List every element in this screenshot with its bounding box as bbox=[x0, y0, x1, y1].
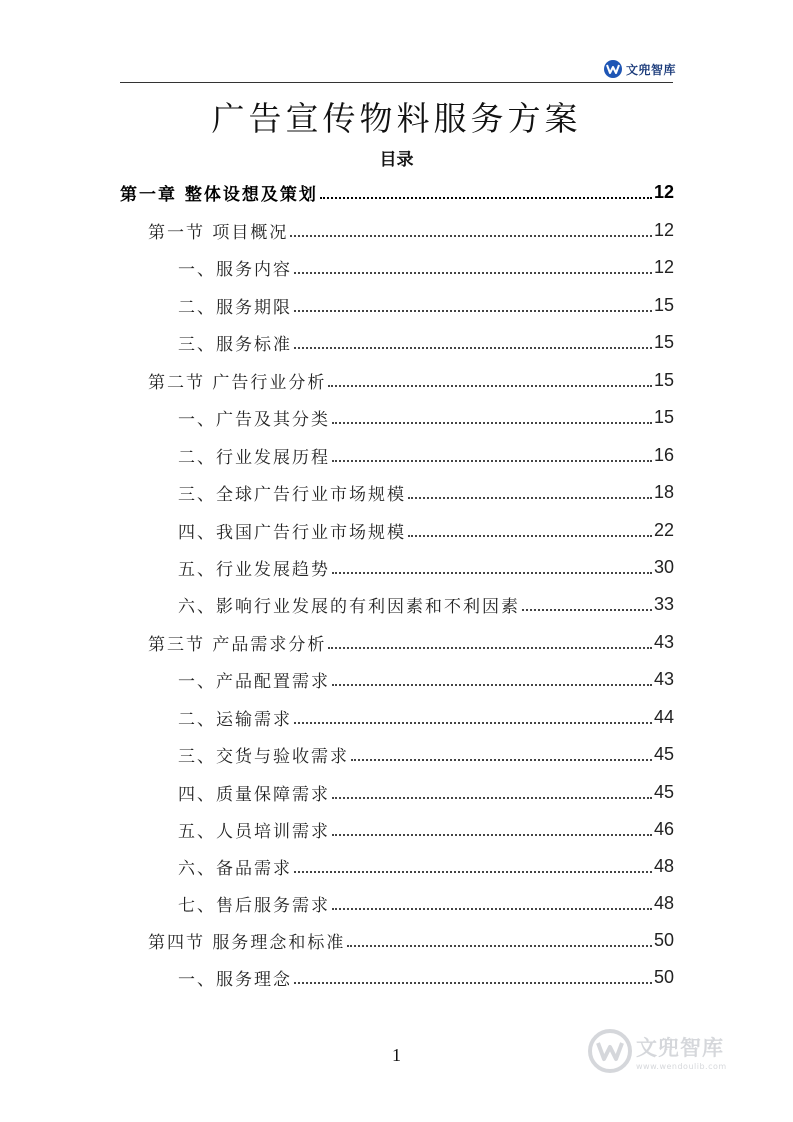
toc-page-number: 43 bbox=[653, 631, 674, 652]
toc-leader bbox=[332, 797, 652, 799]
toc-leader bbox=[294, 871, 652, 873]
toc-entry[interactable] bbox=[178, 440, 674, 470]
toc-page-number: 48 bbox=[653, 892, 674, 913]
toc-entry[interactable] bbox=[178, 777, 674, 807]
toc-entry-label: 六、备品需求 bbox=[178, 858, 292, 879]
document-title: 广告宣传物料服务方案 bbox=[211, 99, 582, 138]
page-number: 1 bbox=[392, 1045, 401, 1065]
toc-leader bbox=[332, 908, 652, 910]
toc-leader bbox=[332, 834, 652, 836]
toc-leader bbox=[408, 497, 652, 499]
toc-entry[interactable] bbox=[178, 402, 674, 432]
toc-leader bbox=[332, 684, 652, 686]
toc-leader bbox=[408, 535, 652, 537]
toc-entry-label: 第二节 广告行业分析 bbox=[148, 372, 327, 393]
toc-entry[interactable] bbox=[148, 215, 674, 245]
toc-page-number: 15 bbox=[653, 294, 674, 315]
toc-entry-label: 三、交货与验收需求 bbox=[178, 746, 349, 767]
toc-page-number: 16 bbox=[653, 444, 674, 465]
toc-entry[interactable] bbox=[148, 365, 674, 395]
toc-leader bbox=[294, 347, 652, 349]
toc-page-number: 22 bbox=[653, 519, 674, 540]
toc-entry[interactable] bbox=[178, 515, 674, 545]
toc-leader bbox=[332, 572, 652, 574]
header-logo bbox=[603, 58, 676, 80]
toc-entry-label: 三、服务标准 bbox=[178, 334, 292, 355]
toc-page-number: 12 bbox=[653, 256, 674, 277]
toc-page-number: 12 bbox=[653, 219, 674, 240]
toc-leader bbox=[328, 647, 652, 649]
toc-entry-label: 第三节 产品需求分析 bbox=[148, 634, 327, 655]
toc-entry[interactable] bbox=[178, 589, 674, 619]
toc-entry[interactable] bbox=[178, 851, 674, 881]
toc-entry-label: 二、运输需求 bbox=[178, 709, 292, 730]
toc-entry-label: 二、服务期限 bbox=[178, 297, 292, 318]
toc-entry[interactable] bbox=[178, 888, 674, 918]
toc-page-number: 48 bbox=[653, 855, 674, 876]
toc-entry[interactable] bbox=[178, 252, 674, 282]
toc-entry[interactable] bbox=[178, 814, 674, 844]
toc-entry-label: 三、全球广告行业市场规模 bbox=[178, 484, 406, 505]
toc-entry-label: 第一节 项目概况 bbox=[148, 222, 289, 243]
toc-entry-label: 五、行业发展趋势 bbox=[178, 559, 330, 580]
logo-text: 文兜智库 bbox=[626, 62, 677, 77]
toc-page-number: 45 bbox=[653, 743, 674, 764]
toc-leader bbox=[320, 197, 652, 199]
toc-entry[interactable] bbox=[178, 477, 674, 507]
toc-entry-label: 一、产品配置需求 bbox=[178, 671, 330, 692]
toc-entry[interactable] bbox=[148, 925, 674, 955]
toc-entry-label: 四、质量保障需求 bbox=[178, 784, 330, 805]
toc-entry[interactable] bbox=[178, 664, 674, 694]
toc-page-number: 46 bbox=[653, 818, 674, 839]
toc-entry-label: 六、影响行业发展的有利因素和不利因素 bbox=[178, 596, 520, 617]
toc-leader bbox=[294, 310, 652, 312]
toc-page-number: 15 bbox=[653, 369, 674, 390]
watermark-text: 文兜智库 bbox=[636, 1035, 724, 1060]
toc-entry[interactable] bbox=[178, 739, 674, 769]
toc-leader bbox=[522, 609, 652, 611]
toc-leader bbox=[328, 385, 652, 387]
toc-leader bbox=[332, 460, 652, 462]
toc-leader bbox=[294, 722, 652, 724]
toc-entry[interactable] bbox=[178, 702, 674, 732]
toc-entry[interactable] bbox=[120, 177, 674, 207]
toc-leader bbox=[290, 235, 652, 237]
toc-page-number: 12 bbox=[653, 181, 674, 202]
toc-page-number: 15 bbox=[653, 331, 674, 352]
watermark bbox=[588, 1027, 727, 1075]
toc-leader bbox=[332, 422, 652, 424]
toc-entry[interactable] bbox=[178, 290, 674, 320]
toc-page-number: 45 bbox=[653, 781, 674, 802]
toc-entry[interactable] bbox=[178, 552, 674, 582]
toc-leader bbox=[294, 272, 652, 274]
toc-leader bbox=[351, 759, 652, 761]
toc-entry-label: 四、我国广告行业市场规模 bbox=[178, 522, 406, 543]
toc-entry-label: 第一章 整体设想及策划 bbox=[120, 184, 318, 205]
toc-entry-label: 七、售后服务需求 bbox=[178, 895, 330, 916]
toc-entry-label: 一、服务内容 bbox=[178, 259, 292, 280]
toc-entry-label: 第四节 服务理念和标准 bbox=[148, 932, 346, 953]
toc-page-number: 15 bbox=[653, 406, 674, 427]
toc-entry[interactable] bbox=[148, 627, 674, 657]
toc-page-number: 18 bbox=[653, 481, 674, 502]
toc-leader bbox=[347, 945, 652, 947]
toc-entry-label: 一、广告及其分类 bbox=[178, 409, 330, 430]
toc-heading: 目录 bbox=[379, 150, 414, 170]
toc-page-number: 33 bbox=[653, 593, 674, 614]
toc-page-number: 43 bbox=[653, 668, 674, 689]
watermark-url: www.wendoulib.com bbox=[636, 1061, 727, 1071]
toc-entry[interactable] bbox=[178, 962, 674, 992]
toc-page-number: 50 bbox=[653, 966, 674, 987]
wendou-logo-icon bbox=[603, 59, 623, 79]
toc-entry[interactable] bbox=[178, 327, 674, 357]
toc-entry-label: 一、服务理念 bbox=[178, 969, 292, 990]
toc-page-number: 30 bbox=[653, 556, 674, 577]
toc-entry-label: 二、行业发展历程 bbox=[178, 447, 330, 468]
wendou-watermark-icon bbox=[588, 1029, 632, 1073]
toc-leader bbox=[294, 982, 652, 984]
toc-page-number: 44 bbox=[653, 706, 674, 727]
toc-page-number: 50 bbox=[653, 929, 674, 950]
header-rule bbox=[120, 82, 673, 83]
toc-entry-label: 五、人员培训需求 bbox=[178, 821, 330, 842]
